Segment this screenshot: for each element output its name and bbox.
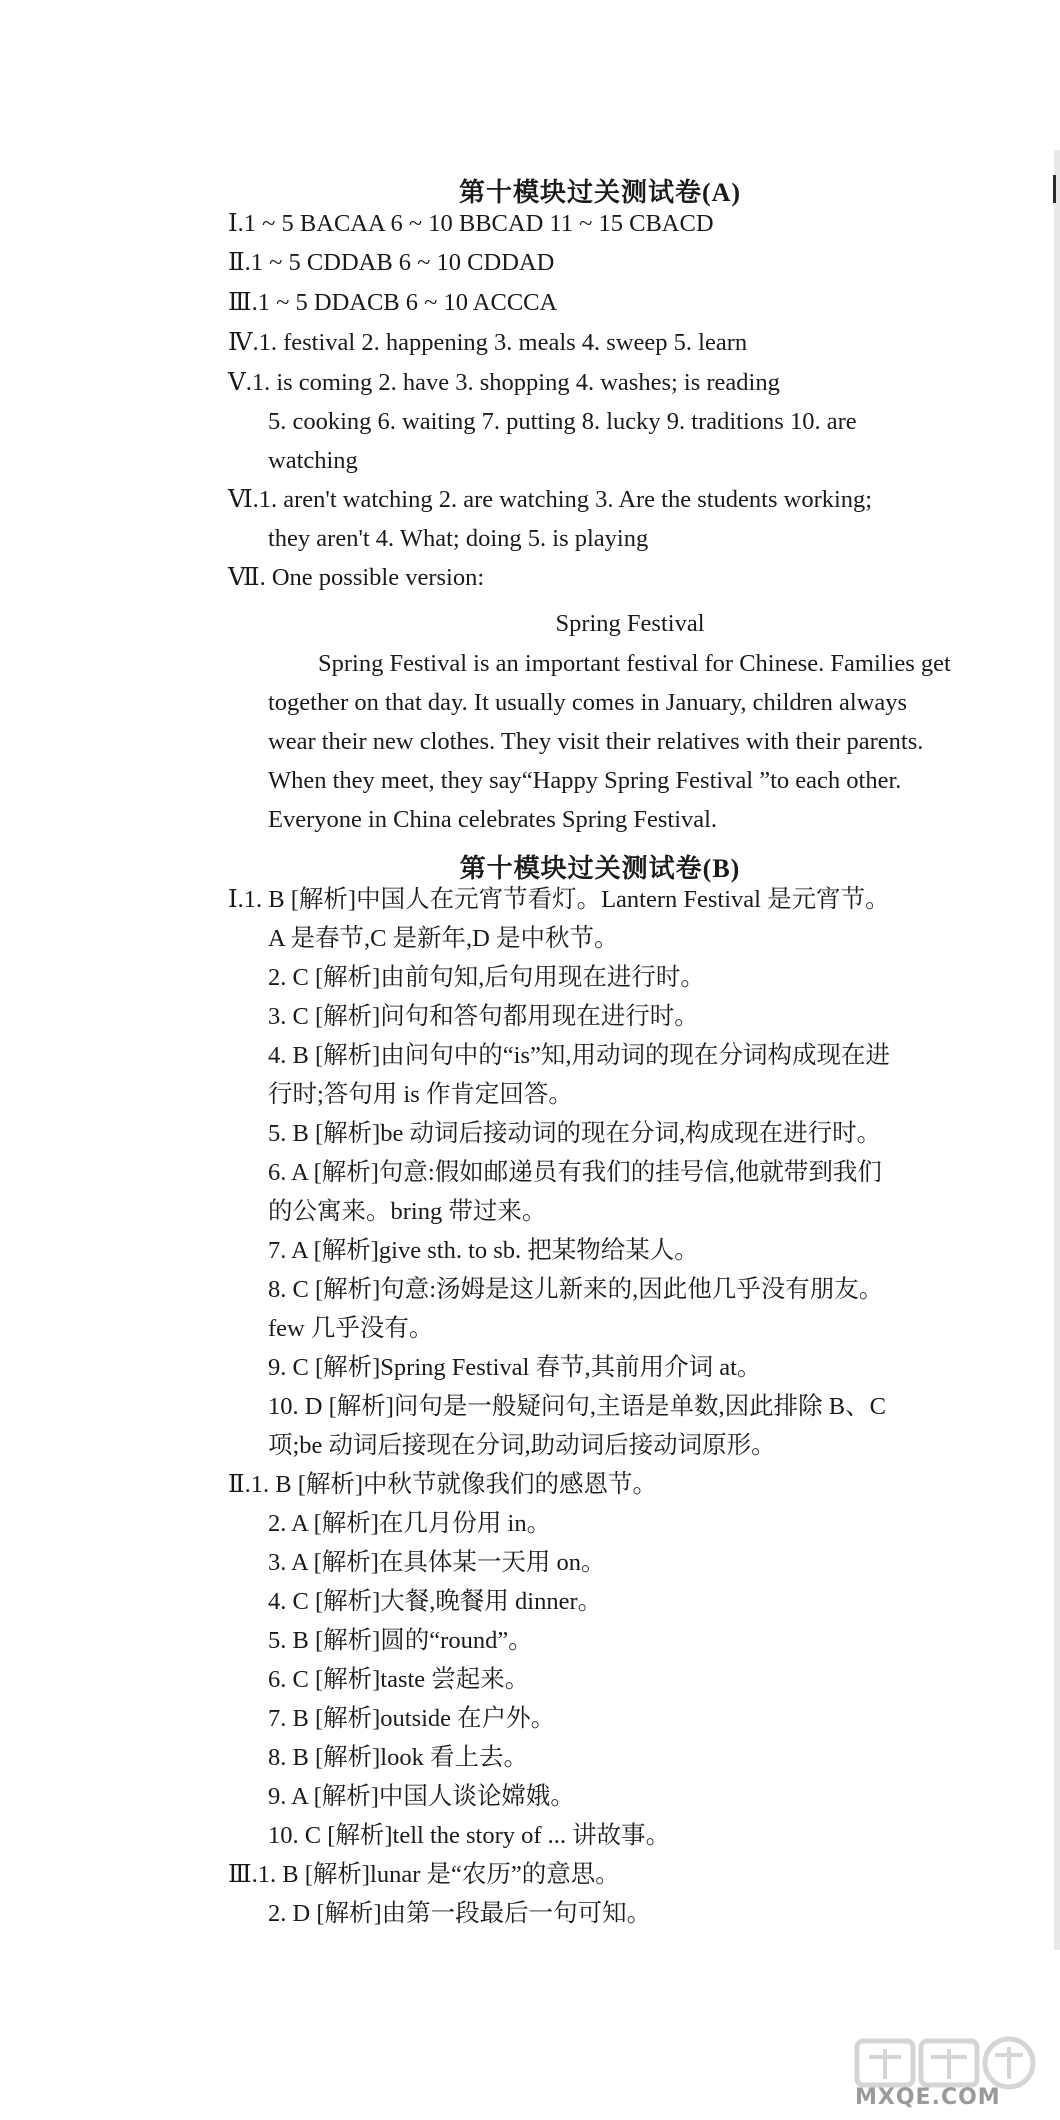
answer-line: 5. B [解析]be 动词后接动词的现在分词,构成现在进行时。 — [268, 1120, 882, 1147]
answer-line: 10. D [解析]问句是一般疑问句,主语是单数,因此排除 B、C — [268, 1393, 886, 1420]
section-b-title: 第十模块过关测试卷(B) — [459, 854, 741, 883]
answer-line: watching — [268, 447, 358, 474]
answer-line: 6. C [解析]taste 尝起来。 — [268, 1666, 530, 1693]
answer-line: 6. A [解析]句意:假如邮递员有我们的挂号信,他就带到我们 — [268, 1159, 882, 1186]
answer-line: Ⅶ. One possible version: — [228, 564, 485, 591]
answer-line: 7. B [解析]outside 在户外。 — [268, 1705, 556, 1732]
essay-line: When they meet, they say“Happy Spring Festival ”to each other. — [268, 767, 902, 794]
answer-line: Ⅱ.1 ~ 5 CDDAB 6 ~ 10 CDDAD — [228, 249, 555, 276]
answer-line: 3. A [解析]在具体某一天用 on。 — [268, 1549, 606, 1576]
answer-line: Ⅰ.1. B [解析]中国人在元宵节看灯。Lantern Festival 是元宵节。 — [228, 886, 890, 913]
answer-line: 2. D [解析]由第一段最后一句可知。 — [268, 1900, 652, 1927]
answer-line: 9. A [解析]中国人谈论嫦娥。 — [268, 1783, 575, 1810]
answer-line: 8. C [解析]句意:汤姆是这儿新来的,因此他几乎没有朋友。 — [268, 1276, 884, 1303]
answer-line: they aren't 4. What; doing 5. is playing — [268, 525, 649, 552]
essay-line: wear their new clothes. They visit their relatives with their parents. — [268, 728, 924, 755]
answer-line: 10. C [解析]tell the story of ... 讲故事。 — [268, 1822, 671, 1849]
answer-line: 行时;答句用 is 作肯定回答。 — [268, 1081, 573, 1108]
page-edge — [1054, 150, 1060, 1950]
answer-line: 项;be 动词后接现在分词,助动词后接动词原形。 — [268, 1432, 776, 1459]
essay-line: together on that day. It usually comes in January, children always — [268, 689, 908, 716]
essay-line: Spring Festival is an important festival for Chinese. Families get — [318, 650, 951, 677]
answer-line: 7. A [解析]give sth. to sb. 把某物给某人。 — [268, 1237, 699, 1264]
answer-line: 5. B [解析]圆的“round”。 — [268, 1627, 533, 1654]
answer-line: Ⅳ.1. festival 2. happening 3. meals 4. sweep 5. learn — [228, 329, 748, 356]
answer-line: Ⅲ.1. B [解析]lunar 是“农历”的意思。 — [228, 1861, 620, 1888]
answer-line: A 是春节,C 是新年,D 是中秋节。 — [268, 925, 619, 952]
answer-line: 的公寓来。bring 带过来。 — [268, 1198, 547, 1225]
section-a-title: 第十模块过关测试卷(A) — [458, 178, 742, 207]
answer-line: 2. A [解析]在几月份用 in。 — [268, 1510, 552, 1537]
answer-line: Ⅲ.1 ~ 5 DDACB 6 ~ 10 ACCCA — [228, 289, 558, 316]
answer-line: 5. cooking 6. waiting 7. putting 8. lucky 9. traditions 10. are — [268, 408, 857, 435]
watermark-text: MXQE.COM — [855, 2085, 1001, 2110]
answer-line: Ⅰ.1 ~ 5 BACAA 6 ~ 10 BBCAD 11 ~ 15 CBACD — [228, 210, 714, 237]
answer-line: few 几乎没有。 — [268, 1315, 434, 1342]
answer-line: 9. C [解析]Spring Festival 春节,其前用介词 at。 — [268, 1354, 762, 1381]
answer-line: 4. C [解析]大餐,晚餐用 dinner。 — [268, 1588, 603, 1615]
answer-line: 3. C [解析]问句和答句都用现在进行时。 — [268, 1003, 699, 1030]
answer-line: Ⅱ.1. B [解析]中秋节就像我们的感恩节。 — [228, 1471, 658, 1498]
answer-line: 2. C [解析]由前句知,后句用现在进行时。 — [268, 964, 705, 991]
answer-line: Ⅵ.1. aren't watching 2. are watching 3. Are the students working; — [228, 486, 873, 513]
answer-line: 4. B [解析]由问句中的“is”知,用动词的现在分词构成现在进 — [268, 1042, 890, 1069]
essay-line: Everyone in China celebrates Spring Festival. — [268, 806, 718, 833]
answer-line: 8. B [解析]look 看上去。 — [268, 1744, 528, 1771]
essay-title: Spring Festival — [555, 610, 705, 637]
answer-line: Ⅴ.1. is coming 2. have 3. shopping 4. washes; is reading — [228, 369, 780, 396]
